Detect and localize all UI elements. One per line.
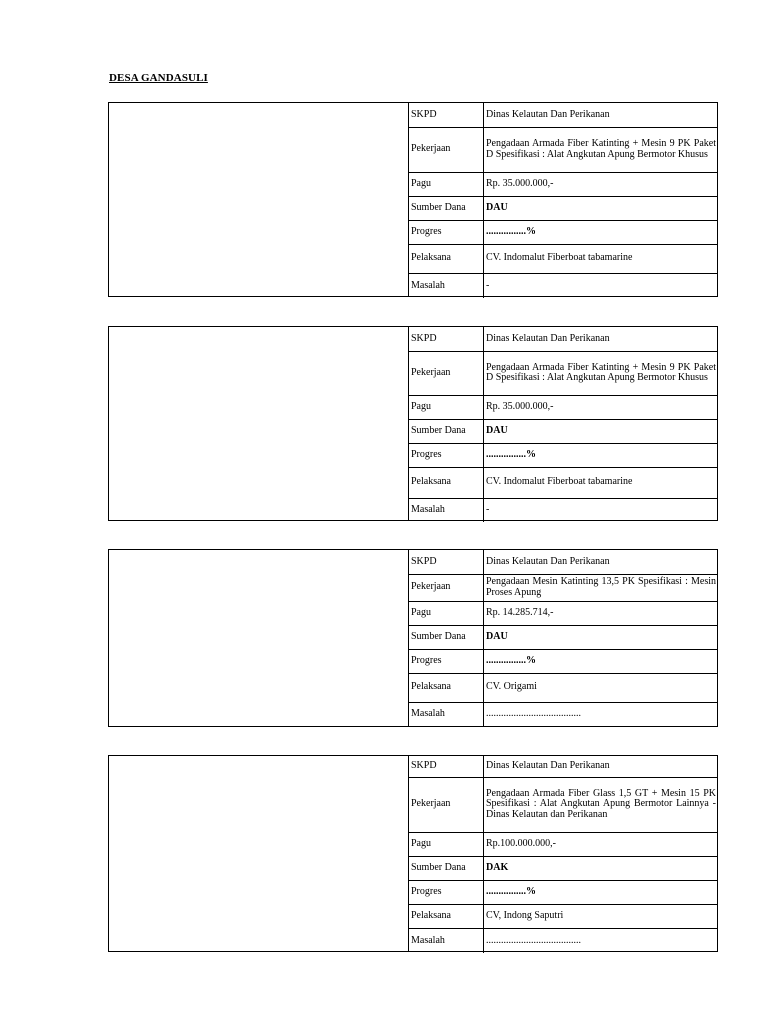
- label-masalah: Masalah: [409, 928, 484, 953]
- project-table: [409, 327, 718, 522]
- value-pagu: Rp. 35.000.000,-: [484, 172, 719, 196]
- value-sumber-dana: DAU: [484, 419, 719, 443]
- label-pekerjaan: Pekerjaan: [409, 351, 484, 395]
- label-pelaksana: Pelaksana: [409, 904, 484, 928]
- project-block: [108, 755, 718, 952]
- value-sumber-dana: DAU: [484, 625, 719, 649]
- photo-placeholder: [109, 327, 409, 520]
- value-skpd: Dinas Kelautan Dan Perikanan: [484, 327, 719, 351]
- label-pekerjaan: Pekerjaan: [409, 777, 484, 832]
- photo-placeholder: [109, 103, 409, 296]
- label-skpd: SKPD: [409, 103, 484, 127]
- label-skpd: SKPD: [409, 327, 484, 351]
- value-pagu: Rp. 14.285.714,-: [484, 601, 719, 625]
- label-pagu: Pagu: [409, 172, 484, 196]
- value-pelaksana: CV, Indong Saputri: [484, 904, 719, 928]
- project-table: [409, 756, 718, 953]
- label-masalah: Masalah: [409, 273, 484, 298]
- label-pelaksana: Pelaksana: [409, 467, 484, 498]
- label-pelaksana: Pelaksana: [409, 673, 484, 702]
- value-skpd: Dinas Kelautan Dan Perikanan: [484, 550, 719, 574]
- label-pekerjaan: Pekerjaan: [409, 127, 484, 172]
- page-title: DESA GANDASULI: [109, 72, 208, 84]
- value-sumber-dana: DAU: [484, 196, 719, 220]
- value-pekerjaan: Pengadaan Armada Fiber Glass 1,5 GT + Mesin 15 PK Spesifikasi : Alat Angkutan Apung Bermotor Lainnya - Dinas Kelautan dan Perikanan: [484, 777, 719, 832]
- project-block: [108, 102, 718, 297]
- value-skpd: Dinas Kelautan Dan Perikanan: [484, 756, 719, 777]
- value-skpd: Dinas Kelautan Dan Perikanan: [484, 103, 719, 127]
- value-progres: ................%: [484, 649, 719, 673]
- label-skpd: SKPD: [409, 550, 484, 574]
- photo-placeholder: [109, 756, 409, 951]
- value-pekerjaan: Pengadaan Armada Fiber Katinting + Mesin 9 PK Paket D Spesifikasi : Alat Angkutan Apung Bermotor Khusus: [484, 351, 719, 395]
- project-table: [409, 103, 718, 298]
- value-progres: ................%: [484, 880, 719, 904]
- value-pagu: Rp. 35.000.000,-: [484, 395, 719, 419]
- label-sumber-dana: Sumber Dana: [409, 625, 484, 649]
- project-block: [108, 326, 718, 521]
- label-sumber-dana: Sumber Dana: [409, 419, 484, 443]
- value-masalah: ......................................: [484, 702, 719, 726]
- photo-placeholder: [109, 550, 409, 726]
- project-table: [409, 550, 718, 726]
- value-progres: ................%: [484, 220, 719, 244]
- label-pagu: Pagu: [409, 832, 484, 856]
- label-progres: Progres: [409, 649, 484, 673]
- value-pelaksana: CV. Origami: [484, 673, 719, 702]
- value-pelaksana: CV. Indomalut Fiberboat tabamarine: [484, 467, 719, 498]
- label-pelaksana: Pelaksana: [409, 244, 484, 273]
- label-masalah: Masalah: [409, 498, 484, 522]
- value-progres: ................%: [484, 443, 719, 467]
- label-pagu: Pagu: [409, 395, 484, 419]
- value-pekerjaan: Pengadaan Mesin Katinting 13,5 PK Spesifikasi : Mesin Proses Apung: [484, 574, 719, 601]
- label-progres: Progres: [409, 880, 484, 904]
- project-block: [108, 549, 718, 727]
- value-sumber-dana: DAK: [484, 856, 719, 880]
- value-masalah: ......................................: [484, 928, 719, 953]
- value-pekerjaan: Pengadaan Armada Fiber Katinting + Mesin 9 PK Paket D Spesifikasi : Alat Angkutan Apung Bermotor Khusus: [484, 127, 719, 172]
- label-sumber-dana: Sumber Dana: [409, 856, 484, 880]
- value-pelaksana: CV. Indomalut Fiberboat tabamarine: [484, 244, 719, 273]
- value-masalah: -: [484, 498, 719, 522]
- label-sumber-dana: Sumber Dana: [409, 196, 484, 220]
- label-progres: Progres: [409, 443, 484, 467]
- label-pekerjaan: Pekerjaan: [409, 574, 484, 601]
- label-masalah: Masalah: [409, 702, 484, 726]
- value-masalah: -: [484, 273, 719, 298]
- label-pagu: Pagu: [409, 601, 484, 625]
- label-skpd: SKPD: [409, 756, 484, 777]
- label-progres: Progres: [409, 220, 484, 244]
- value-pagu: Rp.100.000.000,-: [484, 832, 719, 856]
